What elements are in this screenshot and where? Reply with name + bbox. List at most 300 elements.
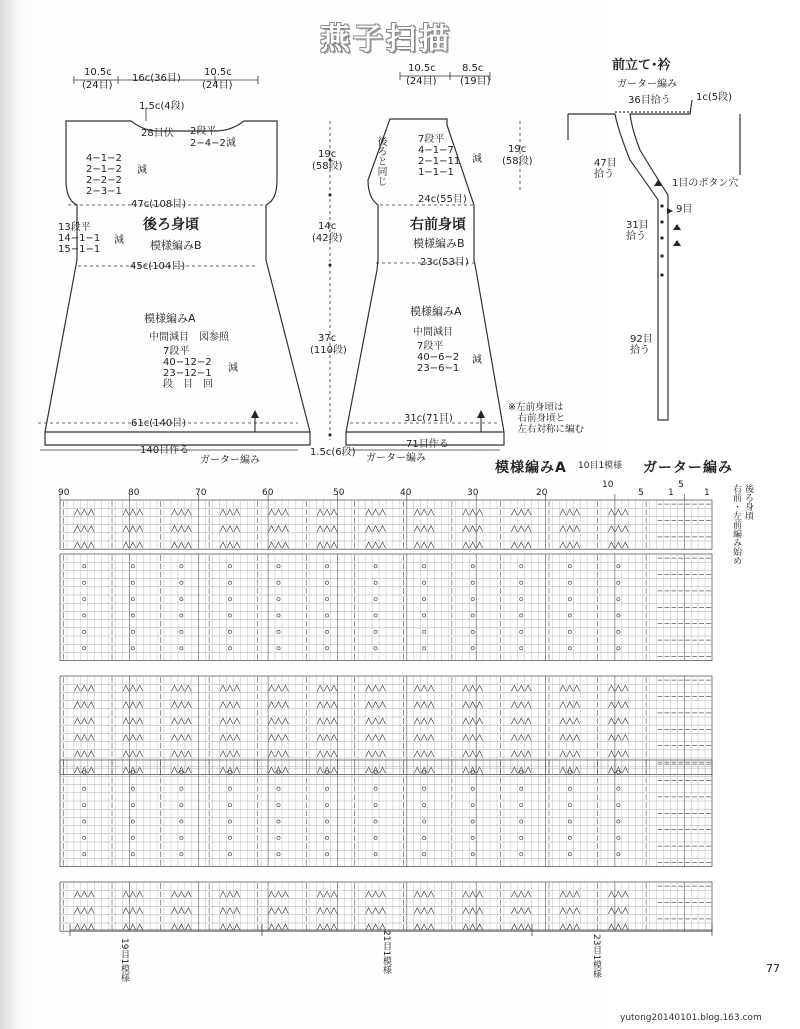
chart-dec-symbol <box>574 718 580 724</box>
chart-dec-symbol <box>477 542 483 548</box>
chart-yo-symbol <box>617 630 620 633</box>
chart-dec-symbol <box>525 526 531 532</box>
front-pattern-a: 模様編みA <box>410 305 462 318</box>
chart-dec-symbol <box>574 702 580 708</box>
chart-yo-symbol <box>325 614 328 617</box>
front-neck-dec: 7段平 4−1−7 2−1−11 1−1−1 <box>418 134 461 178</box>
chart-dec-symbol <box>178 735 184 741</box>
chart-dec-symbol <box>331 526 337 532</box>
chart-dec-symbol <box>185 685 191 691</box>
chart-dec-symbol <box>130 526 136 532</box>
chart-dec-symbol <box>567 509 573 515</box>
chart-dec-symbol <box>574 526 580 532</box>
chart-dec-symbol <box>428 891 434 897</box>
chart-dec-symbol <box>88 526 94 532</box>
chart-dec-symbol <box>137 685 143 691</box>
chart-dec-symbol <box>324 908 330 914</box>
chart-dec-symbol <box>380 542 386 548</box>
chart-yo-symbol <box>131 804 134 807</box>
chart-yo-symbol <box>325 853 328 856</box>
chart-dec-symbol <box>324 509 330 515</box>
chart-garter-title: ガーター編み <box>643 460 733 476</box>
chart-dec-symbol <box>567 735 573 741</box>
chart-yo-symbol <box>374 853 377 856</box>
chart-dec-symbol <box>227 542 233 548</box>
front-right-rows: (58段) <box>502 156 533 167</box>
chart-dec-symbol <box>282 509 288 515</box>
chart-col-5a: 5 <box>638 488 644 498</box>
chart-dec-symbol <box>608 751 614 757</box>
chart-dec-symbol <box>511 718 517 724</box>
back-piece-name: 後ろ身頃 <box>143 217 199 233</box>
chart-dec-symbol <box>622 908 628 914</box>
chart-yo-symbol <box>131 581 134 584</box>
chart-dec-symbol <box>130 542 136 548</box>
chart-col-80: 80 <box>128 488 140 498</box>
chart-dec-symbol <box>463 751 469 757</box>
chart-dec-symbol <box>81 908 87 914</box>
chart-dec-symbol <box>574 751 580 757</box>
chart-dec-symbol <box>276 702 282 708</box>
chart-dec-symbol <box>511 526 517 532</box>
chart-yo-symbol <box>423 787 426 790</box>
chart-dec-symbol <box>477 718 483 724</box>
chart-yo-symbol <box>325 836 328 839</box>
chart-dec-symbol <box>525 924 531 930</box>
chart-dec-symbol <box>574 891 580 897</box>
waist-rows: (42段) <box>312 233 343 244</box>
chart-dec-symbol <box>227 891 233 897</box>
chart-yo-symbol <box>180 647 183 650</box>
chart-dec-symbol <box>269 685 275 691</box>
chart-dec-symbol <box>130 509 136 515</box>
chart-dec-symbol <box>608 718 614 724</box>
chart-dec-symbol <box>421 735 427 741</box>
chart-yo-symbol <box>228 771 231 774</box>
chart-dec-symbol <box>511 702 517 708</box>
chart-yo-symbol <box>617 614 620 617</box>
back-garter-label: ガーター編み <box>200 455 260 466</box>
chart-dec-symbol <box>366 751 372 757</box>
chart-yo-symbol <box>325 771 328 774</box>
chart-dec-symbol <box>178 526 184 532</box>
chart-dec-symbol <box>518 735 524 741</box>
chart-yo-symbol <box>131 787 134 790</box>
chart-yo-symbol <box>83 614 86 617</box>
chart-dec-symbol <box>171 908 177 914</box>
chart-dec-symbol <box>428 685 434 691</box>
chart-dec-symbol <box>282 908 288 914</box>
back-armhole-dec-label: 減 <box>137 165 147 176</box>
chart-dec-symbol <box>88 718 94 724</box>
chart-yo-symbol <box>520 581 523 584</box>
front-top-right-width: 8.5c <box>462 63 484 74</box>
chart-dec-symbol <box>477 924 483 930</box>
chart-dec-symbol <box>622 526 628 532</box>
chart-dec-symbol <box>269 735 275 741</box>
chart-col-30: 30 <box>467 488 479 498</box>
chart-dec-symbol <box>130 718 136 724</box>
chart-dec-symbol <box>137 526 143 532</box>
chart-dec-symbol <box>463 509 469 515</box>
back-center-dec: 7段平 40−12−2 23−12−1 段 目 回 <box>163 346 213 390</box>
chart-yo-symbol <box>180 853 183 856</box>
chart-dec-symbol <box>123 891 129 897</box>
chart-yo-symbol <box>471 771 474 774</box>
chart-dec-symbol <box>366 908 372 914</box>
chart-dec-symbol <box>81 685 87 691</box>
chart-yo-symbol <box>277 630 280 633</box>
back-center-dec-ref: 中間減目 図参照 <box>149 332 229 343</box>
chart-dec-symbol <box>574 542 580 548</box>
chart-dec-symbol <box>366 924 372 930</box>
chart-dec-symbol <box>470 908 476 914</box>
chart-dec-symbol <box>123 685 129 691</box>
chart-yo-symbol <box>471 804 474 807</box>
chart-dec-symbol <box>178 751 184 757</box>
chart-col-20: 20 <box>536 488 548 498</box>
front-top-left-stitches: (24目) <box>406 76 437 87</box>
chart-dec-symbol <box>428 526 434 532</box>
chart-dec-symbol <box>88 685 94 691</box>
chart-yo-symbol <box>228 614 231 617</box>
chart-dec-symbol <box>525 908 531 914</box>
chart-yo-symbol <box>520 804 523 807</box>
chart-yo-symbol <box>228 630 231 633</box>
back-pattern-a: 模様編みA <box>144 312 196 325</box>
chart-yo-symbol <box>83 630 86 633</box>
chart-yo-symbol <box>325 647 328 650</box>
chart-dec-symbol <box>81 891 87 897</box>
chart-dec-symbol <box>615 891 621 897</box>
chart-dec-symbol <box>373 891 379 897</box>
chart-dec-symbol <box>428 702 434 708</box>
chart-dec-symbol <box>227 526 233 532</box>
band-neck-pickup: 47目 拾う <box>594 158 617 180</box>
chart-dec-symbol <box>74 891 80 897</box>
chart-yo-symbol <box>131 614 134 617</box>
band-pickup-31: 31目 拾う <box>626 220 649 242</box>
chart-dec-symbol <box>88 542 94 548</box>
back-neck-dec-2: 2−4−2減 <box>190 138 236 149</box>
chart-dec-symbol <box>380 751 386 757</box>
chart-yo-symbol <box>131 820 134 823</box>
chart-dec-symbol <box>511 542 517 548</box>
front-hem-width: 31c(71目) <box>404 413 453 424</box>
chart-dec-symbol <box>608 685 614 691</box>
chart-dec-symbol <box>282 751 288 757</box>
chart-yo-symbol <box>568 581 571 584</box>
chart-dec-symbol <box>220 685 226 691</box>
chart-dec-symbol <box>234 908 240 914</box>
chart-dec-symbol <box>269 718 275 724</box>
chart-dec-symbol <box>421 718 427 724</box>
chart-dec-symbol <box>525 735 531 741</box>
chart-dec-symbol <box>574 685 580 691</box>
chart-yo-symbol <box>471 647 474 650</box>
chart-dec-symbol <box>227 702 233 708</box>
chart-dec-symbol <box>74 908 80 914</box>
chart-dec-symbol <box>518 685 524 691</box>
chart-yo-symbol <box>277 647 280 650</box>
chart-dec-symbol <box>470 542 476 548</box>
back-armhole-dec: 4−1−2 2−1−2 2−2−2 2−3−1 <box>86 153 122 197</box>
chart-dec-symbol <box>470 685 476 691</box>
chart-dec-symbol <box>317 702 323 708</box>
chart-dec-symbol <box>373 735 379 741</box>
band-title: 前立て･衿 <box>612 58 671 73</box>
chart-dec-symbol <box>269 751 275 757</box>
chart-col-60: 60 <box>262 488 274 498</box>
chart-dec-symbol <box>185 526 191 532</box>
chart-yo-symbol <box>423 820 426 823</box>
chart-dec-symbol <box>428 924 434 930</box>
chart-dec-symbol <box>123 735 129 741</box>
chart-dec-symbol <box>380 891 386 897</box>
chart-dec-symbol <box>185 924 191 930</box>
chart-dec-symbol <box>518 908 524 914</box>
chart-dec-symbol <box>324 751 330 757</box>
chart-dec-symbol <box>130 908 136 914</box>
chart-dec-symbol <box>220 542 226 548</box>
chart-dec-symbol <box>178 924 184 930</box>
chart-dec-symbol <box>518 702 524 708</box>
chart-yo-symbol <box>277 787 280 790</box>
chart-dec-symbol <box>518 509 524 515</box>
back-side-dec: 13段平 14−1−1 15−1−1 <box>58 222 101 255</box>
chart-yo-symbol <box>423 565 426 568</box>
chart-yo-symbol <box>568 836 571 839</box>
chart-dec-symbol <box>81 542 87 548</box>
page-number: 77 <box>766 962 780 975</box>
chart-dec-symbol <box>463 526 469 532</box>
front-same-as-back: 後ろと同じ <box>375 136 386 186</box>
back-hem-width: 61c(140目) <box>131 418 187 429</box>
chart-yo-symbol <box>83 581 86 584</box>
chart-dec-symbol <box>560 891 566 897</box>
chart-dec-symbol <box>525 685 531 691</box>
chart-dec-symbol <box>123 702 129 708</box>
band-buttonhole-label: 1目のボタン穴 <box>672 178 739 189</box>
chart-dec-symbol <box>470 702 476 708</box>
chart-yo-symbol <box>83 598 86 601</box>
chart-yo-symbol <box>471 820 474 823</box>
chart-dec-symbol <box>227 735 233 741</box>
chart-dec-symbol <box>185 702 191 708</box>
chart-dec-symbol <box>366 685 372 691</box>
chart-yo-symbol <box>568 598 571 601</box>
armhole-rows: (58段) <box>312 161 343 172</box>
chart-yo-symbol <box>617 804 620 807</box>
chart-dec-symbol <box>282 526 288 532</box>
chart-dec-symbol <box>276 685 282 691</box>
chart-yo-symbol <box>325 804 328 807</box>
chart-yo-symbol <box>374 836 377 839</box>
chart-yo-symbol <box>617 787 620 790</box>
chart-dec-symbol <box>608 542 614 548</box>
chart-dec-symbol <box>518 526 524 532</box>
watermark: yutong20140101.blog.163.com <box>620 1013 762 1023</box>
chart-dec-symbol <box>463 685 469 691</box>
chart-start-note: 後ろ身頃 右前・左前編み始め <box>731 484 753 565</box>
chart-dec-symbol <box>178 685 184 691</box>
chart-dec-symbol <box>130 702 136 708</box>
chart-yo-symbol <box>374 820 377 823</box>
chart-dec-symbol <box>185 908 191 914</box>
chart-dec-symbol <box>220 702 226 708</box>
chart-dec-symbol <box>178 718 184 724</box>
chart-yo-symbol <box>83 836 86 839</box>
chart-dec-symbol <box>130 685 136 691</box>
chart-dec-symbol <box>178 542 184 548</box>
chart-dec-symbol <box>518 718 524 724</box>
chart-dec-symbol <box>276 751 282 757</box>
chart-dec-symbol <box>373 685 379 691</box>
chart-yo-symbol <box>568 820 571 823</box>
chart-dec-symbol <box>171 891 177 897</box>
chart-dec-symbol <box>123 542 129 548</box>
chart-dec-symbol <box>171 735 177 741</box>
chart-col-1b: 1 <box>704 488 710 498</box>
chart-dec-symbol <box>276 735 282 741</box>
chart-dec-symbol <box>470 509 476 515</box>
chart-dec-symbol <box>428 908 434 914</box>
chart-dec-symbol <box>220 509 226 515</box>
back-neck-depth: 1.5c(4段) <box>139 101 185 112</box>
chart-dec-symbol <box>414 735 420 741</box>
chart-dec-symbol <box>477 891 483 897</box>
chart-col-70: 70 <box>195 488 207 498</box>
chart-yo-symbol <box>617 836 620 839</box>
chart-yo-symbol <box>83 853 86 856</box>
chart-dec-symbol <box>622 751 628 757</box>
chart-dec-symbol <box>88 751 94 757</box>
chart-dec-symbol <box>269 908 275 914</box>
back-top-left-width: 10.5c <box>84 67 112 78</box>
chart-dec-symbol <box>511 685 517 691</box>
chart-dec-symbol <box>615 702 621 708</box>
chart-dec-symbol <box>463 924 469 930</box>
chart-dec-symbol <box>123 751 129 757</box>
chart-dec-symbol <box>282 891 288 897</box>
chart-dec-symbol <box>380 908 386 914</box>
chart-dec-symbol <box>324 891 330 897</box>
chart-dec-symbol <box>615 924 621 930</box>
chart-dec-symbol <box>615 526 621 532</box>
chart-dec-symbol <box>269 702 275 708</box>
chart-dec-symbol <box>622 685 628 691</box>
band-nine-stitches: 9目 <box>676 204 693 215</box>
chart-yo-symbol <box>374 787 377 790</box>
chart-yo-symbol <box>471 614 474 617</box>
chart-repeat-19: 19目1模様 <box>119 938 129 983</box>
chart-dec-symbol <box>74 735 80 741</box>
chart-dec-symbol <box>269 891 275 897</box>
chart-yo-symbol <box>180 787 183 790</box>
chart-dec-symbol <box>421 924 427 930</box>
chart-dec-symbol <box>171 924 177 930</box>
chart-yo-symbol <box>520 614 523 617</box>
chart-yo-symbol <box>617 581 620 584</box>
chart-dec-symbol <box>560 542 566 548</box>
front-center-dec: 7段平 40−6−2 23−6−1 <box>417 341 460 374</box>
chart-dec-symbol <box>227 685 233 691</box>
chart-dec-symbol <box>74 924 80 930</box>
back-top-right-width: 10.5c <box>204 67 232 78</box>
chart-dec-symbol <box>608 509 614 515</box>
chart-dec-symbol <box>324 718 330 724</box>
chart-dec-symbol <box>366 509 372 515</box>
chart-yo-symbol <box>83 771 86 774</box>
chart-dec-symbol <box>567 924 573 930</box>
chart-yo-symbol <box>374 771 377 774</box>
chart-col-10: 10 <box>602 480 614 490</box>
chart-yo-symbol <box>131 565 134 568</box>
chart-dec-symbol <box>560 526 566 532</box>
chart-dec-symbol <box>373 526 379 532</box>
chart-dec-symbol <box>185 751 191 757</box>
chart-dec-symbol <box>137 509 143 515</box>
chart-yo-symbol <box>277 581 280 584</box>
chart-dec-symbol <box>511 509 517 515</box>
chart-dec-symbol <box>81 751 87 757</box>
chart-dec-symbol <box>615 751 621 757</box>
chart-dec-symbol <box>74 509 80 515</box>
chart-dec-symbol <box>81 735 87 741</box>
chart-dec-symbol <box>622 702 628 708</box>
back-pattern-b: 模様編みB <box>150 239 202 252</box>
chart-dec-symbol <box>88 735 94 741</box>
chart-dec-symbol <box>74 542 80 548</box>
chart-yo-symbol <box>325 630 328 633</box>
chart-dec-symbol <box>560 685 566 691</box>
chart-dec-symbol <box>525 542 531 548</box>
chart-dec-symbol <box>130 924 136 930</box>
chart-dec-symbol <box>234 509 240 515</box>
chart-dec-symbol <box>511 751 517 757</box>
front-pattern-b: 模様編みB <box>413 237 465 250</box>
chart-dec-symbol <box>74 718 80 724</box>
chart-yo-symbol <box>617 820 620 823</box>
chart-dec-symbol <box>567 751 573 757</box>
chart-dec-symbol <box>428 542 434 548</box>
chart-col-50: 50 <box>333 488 345 498</box>
chart-dec-symbol <box>185 891 191 897</box>
chart-dec-symbol <box>317 542 323 548</box>
chart-dec-symbol <box>123 509 129 515</box>
chart-dec-symbol <box>525 891 531 897</box>
chart-dec-symbol <box>574 735 580 741</box>
chart-dec-symbol <box>81 924 87 930</box>
chart-dec-symbol <box>470 751 476 757</box>
chart-dec-symbol <box>123 924 129 930</box>
chart-dec-symbol <box>463 735 469 741</box>
chart-dec-symbol <box>317 751 323 757</box>
chart-dec-symbol <box>276 908 282 914</box>
chart-dec-symbol <box>380 509 386 515</box>
back-side-dec-label: 減 <box>114 235 124 246</box>
chart-yo-symbol <box>568 771 571 774</box>
chart-dec-symbol <box>380 685 386 691</box>
chart-dec-symbol <box>317 718 323 724</box>
chart-dec-symbol <box>331 891 337 897</box>
chart-yo-symbol <box>277 853 280 856</box>
chart-dec-symbol <box>185 542 191 548</box>
chart-dec-symbol <box>88 908 94 914</box>
chart-dec-symbol <box>373 542 379 548</box>
chart-dec-symbol <box>185 718 191 724</box>
chart-dec-symbol <box>608 908 614 914</box>
